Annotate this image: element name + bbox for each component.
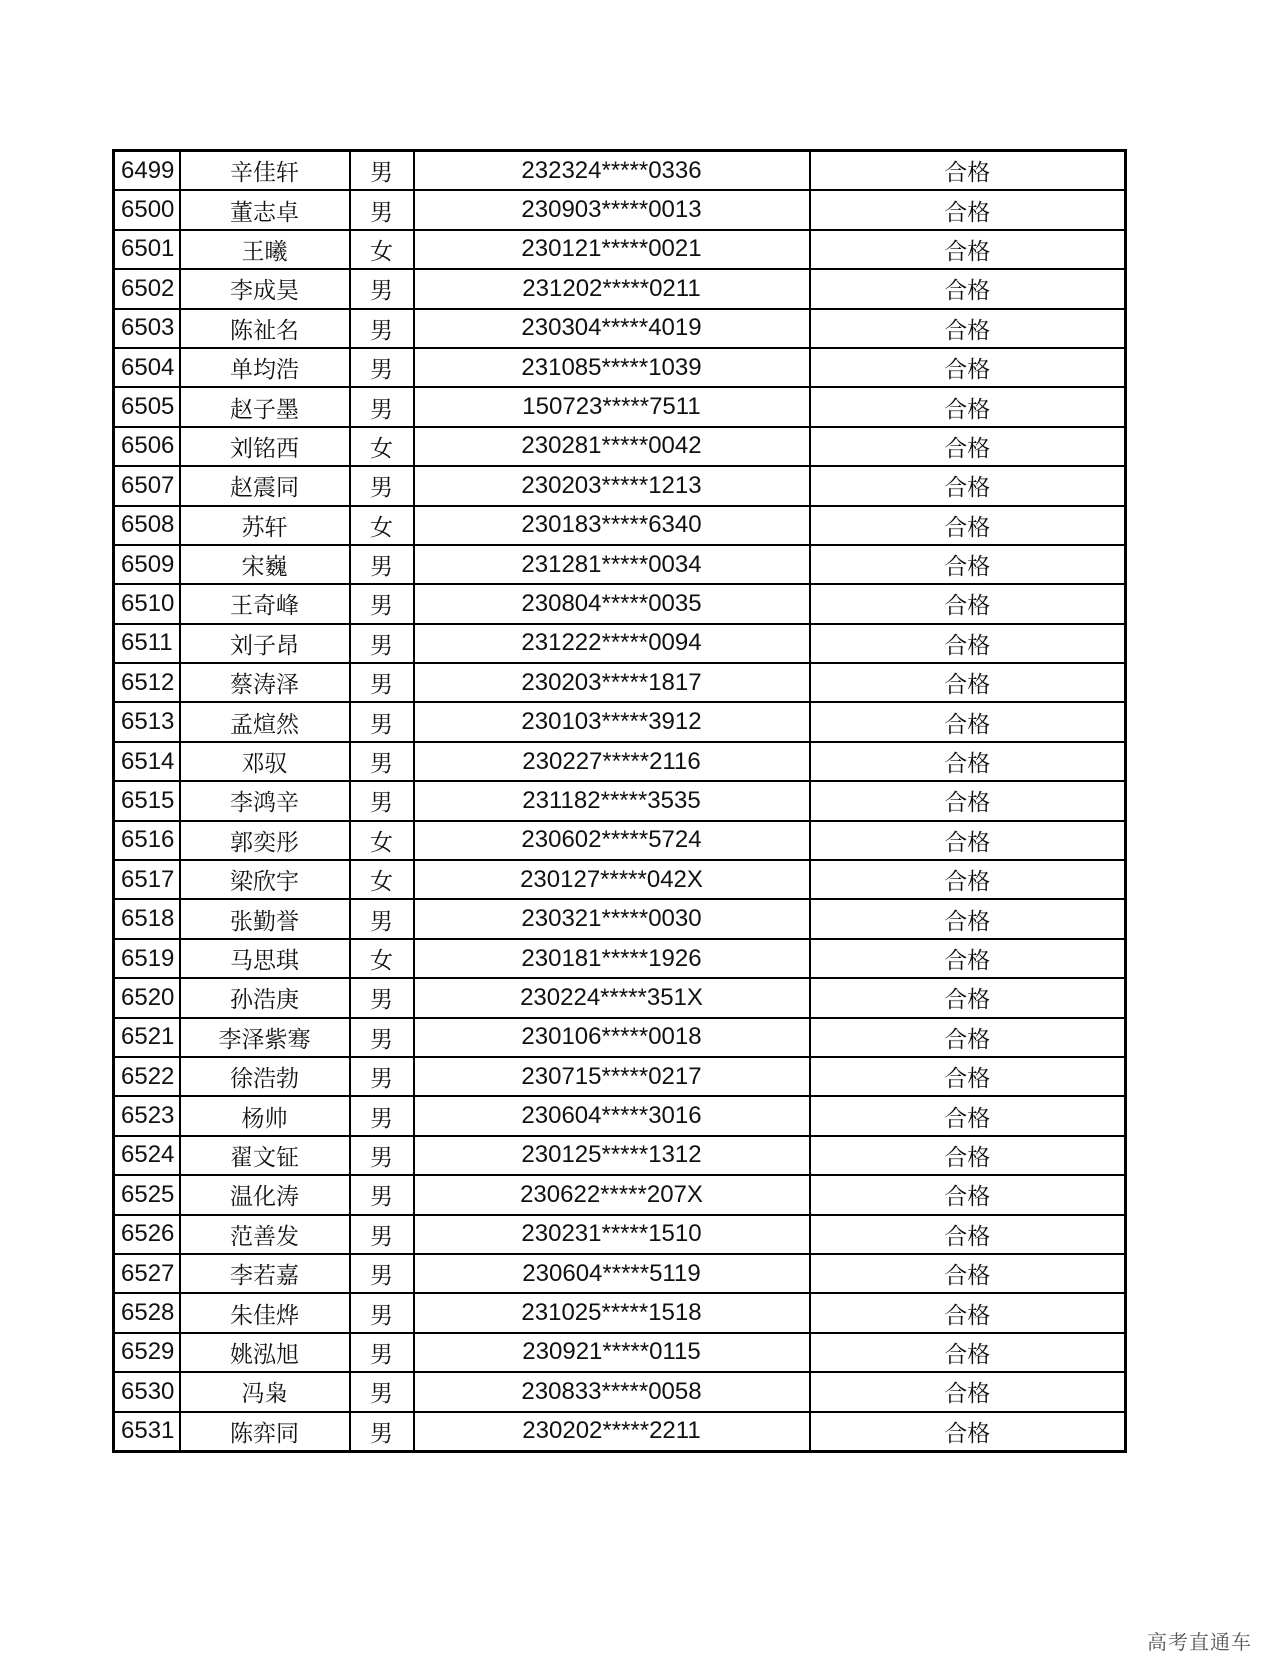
row-number: 6519 xyxy=(114,939,180,978)
row-number: 6516 xyxy=(114,821,180,860)
exam-result: 合格 xyxy=(810,584,1126,623)
table-row xyxy=(114,1412,1126,1452)
candidate-name: 孟煊然 xyxy=(180,702,350,741)
exam-result: 合格 xyxy=(810,1018,1126,1057)
exam-result: 合格 xyxy=(810,427,1126,466)
masked-id-number: 230833*****0058 xyxy=(414,1372,810,1411)
masked-id-number: 230304*****4019 xyxy=(414,309,810,348)
masked-id-number: 230604*****3016 xyxy=(414,1096,810,1135)
exam-result: 合格 xyxy=(810,860,1126,899)
candidate-gender: 男 xyxy=(350,1372,414,1411)
table-row xyxy=(114,269,1126,308)
candidate-gender: 男 xyxy=(350,1096,414,1135)
table-row xyxy=(114,781,1126,820)
row-number: 6526 xyxy=(114,1215,180,1254)
exam-result: 合格 xyxy=(810,545,1126,584)
masked-id-number: 230602*****5724 xyxy=(414,821,810,860)
row-number: 6502 xyxy=(114,269,180,308)
masked-id-number: 230715*****0217 xyxy=(414,1057,810,1096)
candidate-gender: 男 xyxy=(350,781,414,820)
candidate-gender: 男 xyxy=(350,1136,414,1175)
exam-result: 合格 xyxy=(810,1057,1126,1096)
table-row xyxy=(114,1254,1126,1293)
candidate-gender: 男 xyxy=(350,1254,414,1293)
row-number: 6504 xyxy=(114,348,180,387)
table-row xyxy=(114,1333,1126,1372)
table-row xyxy=(114,1372,1126,1411)
candidate-gender: 男 xyxy=(350,584,414,623)
row-number: 6513 xyxy=(114,702,180,741)
table-row xyxy=(114,821,1126,860)
candidate-name: 赵震同 xyxy=(180,466,350,505)
table-row xyxy=(114,1136,1126,1175)
masked-id-number: 230921*****0115 xyxy=(414,1333,810,1372)
masked-id-number: 231202*****0211 xyxy=(414,269,810,308)
table-row xyxy=(114,230,1126,269)
table-row xyxy=(114,1293,1126,1332)
row-number: 6521 xyxy=(114,1018,180,1057)
table-row xyxy=(114,584,1126,623)
table-row xyxy=(114,190,1126,229)
table-row xyxy=(114,506,1126,545)
row-number: 6518 xyxy=(114,899,180,938)
candidate-name: 刘铭西 xyxy=(180,427,350,466)
row-number: 6499 xyxy=(114,151,180,191)
table-row xyxy=(114,387,1126,426)
row-number: 6528 xyxy=(114,1293,180,1332)
candidate-gender: 男 xyxy=(350,348,414,387)
table-row xyxy=(114,663,1126,702)
row-number: 6523 xyxy=(114,1096,180,1135)
table-row xyxy=(114,466,1126,505)
exam-result: 合格 xyxy=(810,309,1126,348)
exam-result: 合格 xyxy=(810,1293,1126,1332)
exam-result: 合格 xyxy=(810,821,1126,860)
masked-id-number: 230127*****042X xyxy=(414,860,810,899)
exam-result: 合格 xyxy=(810,742,1126,781)
exam-result: 合格 xyxy=(810,978,1126,1017)
candidate-gender: 男 xyxy=(350,978,414,1017)
candidate-gender: 男 xyxy=(350,309,414,348)
candidate-gender: 男 xyxy=(350,269,414,308)
candidate-name: 王奇峰 xyxy=(180,584,350,623)
candidate-name: 邓驭 xyxy=(180,742,350,781)
exam-result: 合格 xyxy=(810,781,1126,820)
candidate-name: 宋巍 xyxy=(180,545,350,584)
row-number: 6529 xyxy=(114,1333,180,1372)
candidate-gender: 男 xyxy=(350,624,414,663)
table-row xyxy=(114,742,1126,781)
table-row xyxy=(114,1018,1126,1057)
exam-result: 合格 xyxy=(810,1412,1126,1452)
candidate-name: 翟文钲 xyxy=(180,1136,350,1175)
results-table xyxy=(112,149,1127,1453)
row-number: 6517 xyxy=(114,860,180,899)
exam-result: 合格 xyxy=(810,1333,1126,1372)
masked-id-number: 232324*****0336 xyxy=(414,151,810,191)
masked-id-number: 230224*****351X xyxy=(414,978,810,1017)
row-number: 6531 xyxy=(114,1412,180,1452)
candidate-gender: 男 xyxy=(350,1412,414,1452)
row-number: 6520 xyxy=(114,978,180,1017)
exam-result: 合格 xyxy=(810,348,1126,387)
candidate-name: 陈弈同 xyxy=(180,1412,350,1452)
exam-result: 合格 xyxy=(810,1175,1126,1214)
masked-id-number: 231281*****0034 xyxy=(414,545,810,584)
candidate-gender: 女 xyxy=(350,506,414,545)
row-number: 6515 xyxy=(114,781,180,820)
exam-result: 合格 xyxy=(810,624,1126,663)
candidate-name: 李若嘉 xyxy=(180,1254,350,1293)
table-row xyxy=(114,309,1126,348)
candidate-name: 梁欣宇 xyxy=(180,860,350,899)
candidate-gender: 男 xyxy=(350,742,414,781)
masked-id-number: 230125*****1312 xyxy=(414,1136,810,1175)
masked-id-number: 230227*****2116 xyxy=(414,742,810,781)
exam-result: 合格 xyxy=(810,506,1126,545)
candidate-gender: 女 xyxy=(350,230,414,269)
row-number: 6511 xyxy=(114,624,180,663)
candidate-gender: 女 xyxy=(350,939,414,978)
candidate-gender: 女 xyxy=(350,860,414,899)
exam-result: 合格 xyxy=(810,387,1126,426)
candidate-name: 王曦 xyxy=(180,230,350,269)
candidate-gender: 女 xyxy=(350,821,414,860)
table-row xyxy=(114,624,1126,663)
candidate-gender: 男 xyxy=(350,1333,414,1372)
table-row xyxy=(114,1215,1126,1254)
masked-id-number: 230321*****0030 xyxy=(414,899,810,938)
exam-result: 合格 xyxy=(810,939,1126,978)
row-number: 6524 xyxy=(114,1136,180,1175)
candidate-name: 李泽紫骞 xyxy=(180,1018,350,1057)
candidate-gender: 男 xyxy=(350,1175,414,1214)
row-number: 6508 xyxy=(114,506,180,545)
masked-id-number: 230202*****2211 xyxy=(414,1412,810,1452)
candidate-name: 温化涛 xyxy=(180,1175,350,1214)
masked-id-number: 230231*****1510 xyxy=(414,1215,810,1254)
row-number: 6512 xyxy=(114,663,180,702)
candidate-gender: 男 xyxy=(350,1215,414,1254)
masked-id-number: 230281*****0042 xyxy=(414,427,810,466)
candidate-name: 冯枭 xyxy=(180,1372,350,1411)
masked-id-number: 230622*****207X xyxy=(414,1175,810,1214)
table-row xyxy=(114,1175,1126,1214)
masked-id-number: 230804*****0035 xyxy=(414,584,810,623)
row-number: 6505 xyxy=(114,387,180,426)
candidate-gender: 男 xyxy=(350,1057,414,1096)
candidate-name: 马思琪 xyxy=(180,939,350,978)
exam-result: 合格 xyxy=(810,1136,1126,1175)
candidate-gender: 男 xyxy=(350,663,414,702)
masked-id-number: 231025*****1518 xyxy=(414,1293,810,1332)
masked-id-number: 230203*****1817 xyxy=(414,663,810,702)
table-row xyxy=(114,348,1126,387)
masked-id-number: 231222*****0094 xyxy=(414,624,810,663)
row-number: 6506 xyxy=(114,427,180,466)
candidate-gender: 男 xyxy=(350,387,414,426)
masked-id-number: 230203*****1213 xyxy=(414,466,810,505)
candidate-name: 杨帅 xyxy=(180,1096,350,1135)
exam-result: 合格 xyxy=(810,466,1126,505)
exam-result: 合格 xyxy=(810,1215,1126,1254)
masked-id-number: 231182*****3535 xyxy=(414,781,810,820)
candidate-gender: 男 xyxy=(350,1293,414,1332)
exam-result: 合格 xyxy=(810,663,1126,702)
candidate-name: 辛佳轩 xyxy=(180,151,350,191)
masked-id-number: 230604*****5119 xyxy=(414,1254,810,1293)
masked-id-number: 230103*****3912 xyxy=(414,702,810,741)
candidate-name: 董志卓 xyxy=(180,190,350,229)
row-number: 6507 xyxy=(114,466,180,505)
candidate-name: 范善发 xyxy=(180,1215,350,1254)
candidate-name: 徐浩勃 xyxy=(180,1057,350,1096)
exam-result: 合格 xyxy=(810,190,1126,229)
row-number: 6503 xyxy=(114,309,180,348)
candidate-gender: 女 xyxy=(350,427,414,466)
candidate-name: 赵子墨 xyxy=(180,387,350,426)
candidate-name: 单均浩 xyxy=(180,348,350,387)
table-row xyxy=(114,899,1126,938)
exam-result: 合格 xyxy=(810,230,1126,269)
results-table-body xyxy=(114,151,1126,1452)
candidate-gender: 男 xyxy=(350,190,414,229)
row-number: 6522 xyxy=(114,1057,180,1096)
candidate-name: 朱佳烨 xyxy=(180,1293,350,1332)
table-row xyxy=(114,1096,1126,1135)
row-number: 6530 xyxy=(114,1372,180,1411)
table-row xyxy=(114,1057,1126,1096)
candidate-name: 苏轩 xyxy=(180,506,350,545)
exam-result: 合格 xyxy=(810,269,1126,308)
candidate-name: 蔡涛泽 xyxy=(180,663,350,702)
candidate-gender: 男 xyxy=(350,702,414,741)
exam-result: 合格 xyxy=(810,1372,1126,1411)
candidate-name: 姚泓旭 xyxy=(180,1333,350,1372)
masked-id-number: 231085*****1039 xyxy=(414,348,810,387)
candidate-gender: 男 xyxy=(350,466,414,505)
row-number: 6525 xyxy=(114,1175,180,1214)
masked-id-number: 230106*****0018 xyxy=(414,1018,810,1057)
candidate-name: 李成昊 xyxy=(180,269,350,308)
exam-result: 合格 xyxy=(810,702,1126,741)
table-row xyxy=(114,545,1126,584)
table-row xyxy=(114,978,1126,1017)
row-number: 6509 xyxy=(114,545,180,584)
candidate-gender: 男 xyxy=(350,151,414,191)
candidate-name: 陈祉名 xyxy=(180,309,350,348)
candidate-name: 郭奕彤 xyxy=(180,821,350,860)
candidate-gender: 男 xyxy=(350,1018,414,1057)
exam-result: 合格 xyxy=(810,1096,1126,1135)
row-number: 6527 xyxy=(114,1254,180,1293)
row-number: 6500 xyxy=(114,190,180,229)
candidate-gender: 男 xyxy=(350,899,414,938)
candidate-name: 孙浩庚 xyxy=(180,978,350,1017)
row-number: 6514 xyxy=(114,742,180,781)
masked-id-number: 230121*****0021 xyxy=(414,230,810,269)
candidate-name: 李鸿辛 xyxy=(180,781,350,820)
masked-id-number: 150723*****7511 xyxy=(414,387,810,426)
exam-result: 合格 xyxy=(810,1254,1126,1293)
exam-result: 合格 xyxy=(810,151,1126,191)
table-row xyxy=(114,939,1126,978)
table-row xyxy=(114,427,1126,466)
candidate-name: 刘子昂 xyxy=(180,624,350,663)
candidate-name: 张勤誉 xyxy=(180,899,350,938)
watermark-text: 高考直通车 xyxy=(1147,1630,1252,1654)
masked-id-number: 230903*****0013 xyxy=(414,190,810,229)
exam-result: 合格 xyxy=(810,899,1126,938)
row-number: 6501 xyxy=(114,230,180,269)
table-row xyxy=(114,860,1126,899)
masked-id-number: 230181*****1926 xyxy=(414,939,810,978)
table-row xyxy=(114,702,1126,741)
row-number: 6510 xyxy=(114,584,180,623)
masked-id-number: 230183*****6340 xyxy=(414,506,810,545)
table-row xyxy=(114,151,1126,191)
candidate-gender: 男 xyxy=(350,545,414,584)
